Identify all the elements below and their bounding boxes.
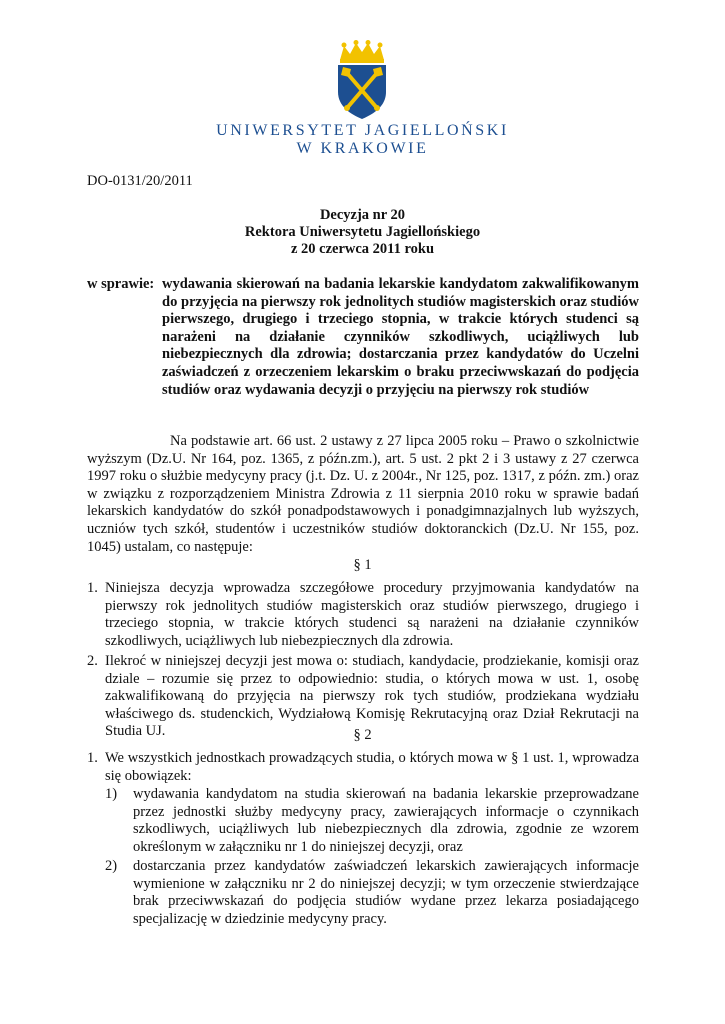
university-city: W KRAKOWIE	[296, 140, 429, 157]
item-text: Niniejsza decyzja wprowadza szczegółowe procedury przyjmowania kandydatów na pierwszy rok jednolitych studiów magisterskich oraz studiów pierwszego, drugiego i trzeciego stopnia, w trakcie których studenci są narażeni na działanie czynników szkodliwych, uciążliwych lub niebezpiecznych dla zdrowia.	[105, 580, 639, 649]
crest-crossed-sceptres-icon	[330, 40, 394, 120]
sub-item-number: 1)	[105, 786, 118, 802]
section-mark-1: § 1	[353, 557, 372, 573]
decision-date: z 20 czerwca 2011 roku	[290, 241, 435, 257]
sub-item-text: wydawania kandydatom na studia skierowań na badania lekarskie przeprowadzane przez jednostki służby medycyny pracy, zawierających informacje o czynnikach szkodliwych, uciążliwych lub niebezpiecznych dla zdrowia, zgodnie ze wzorem określonym w załączniku nr 1 do niniejszej decyzji, oraz	[133, 786, 639, 855]
legal-basis-paragraph: Na podstawie art. 66 ust. 2 ustawy z 27 lipca 2005 roku – Prawo o szkolnictwie wyższym (Dz.U. Nr 164, poz. 1365, z późn.zm.), art. 5 ust. 2 pkt 2 i 3 ustawy z 27 czerwca 1997 roku o służbie medycyny pracy (j.t. Dz. U. z 2004r., Nr 125, poz. 1317, z późn. zm.) oraz w związku z rozporządzeniem Ministra Zdrowia z 11 sierpnia 2010 roku w sprawie badań lekarskich kandydatów do szkół ponadpodstawowych i ponadgimnazjalnych lub wyższych, uczniów tych szkół, studentów i uczestników studiów doktoranckich (Dz.U. Nr 155, poz. 1045) ustalam, co następuje:	[87, 433, 639, 555]
decision-issuer: Rektora Uniwersytetu Jagiellońskiego	[244, 224, 481, 240]
decision-title: Decyzja nr 20	[319, 207, 406, 223]
sub-item-number: 2)	[105, 858, 118, 874]
list-item	[87, 580, 639, 650]
university-name: UNIWERSYTET JAGIELLOŃSKI	[216, 122, 509, 139]
sub-item-text: dostarczania przez kandydatów zaświadczeń lekarskich zawierających informacje wymienione w załączniku nr 2 do niniejszej decyzji; w tym orzeczenie stwierdzające brak przeciwwskazań do podjęcia studiów wydane przez lekarza posiadającego specjalizację w dziedzinie medycyny pracy.	[133, 858, 639, 927]
item-text: Ilekroć w niniejszej decyzji jest mowa o: studiach, kandydacie, prodziekanie, komisji oraz dziale – rozumie się przez to odpowiednio: studia, o których mowa w ust. 1, osobę zakwalifikowaną do przyjęcia na pierwszy rok tych studiów, prodziekana wydziału właściwego ds. studenckich, Wydziałową Komisję Rekrutacyjną oraz Dział Rekrutacji na Studia UJ.	[105, 653, 639, 740]
concern-text: wydawania skierowań na badania lekarskie kandydatom zakwalifikowanym do przyjęcia na pierwszy rok jednolitych studiów magisterskich oraz studiów pierwszego, drugiego i trzeciego stopnia, w trakcie których studenci są narażeni na działanie czynników szkodliwych, uciążliwych lub niebezpiecznych dla zdrowia; dostarczania przez kandydatów do Uczelni zaświadczeń z orzeczeniem lekarskim o braku przeciwwskazań do podjęcia studiów oraz wydawania decyzji o przyjęciu na pierwszy rok studiów	[162, 276, 639, 398]
item-number: 1.	[87, 750, 98, 766]
concern-label: w sprawie:	[87, 276, 155, 292]
section-mark-2: § 2	[353, 727, 372, 743]
sub-list-item	[105, 858, 639, 928]
list-item	[87, 750, 639, 785]
document-number: DO-0131/20/2011	[87, 173, 193, 189]
item-number: 1.	[87, 580, 98, 596]
item-number: 2.	[87, 653, 98, 669]
sub-list-item	[105, 786, 639, 856]
item-text: We wszystkich jednostkach prowadzących studia, o których mowa w § 1 ust. 1, wprowadza się obowiązek:	[105, 750, 639, 784]
